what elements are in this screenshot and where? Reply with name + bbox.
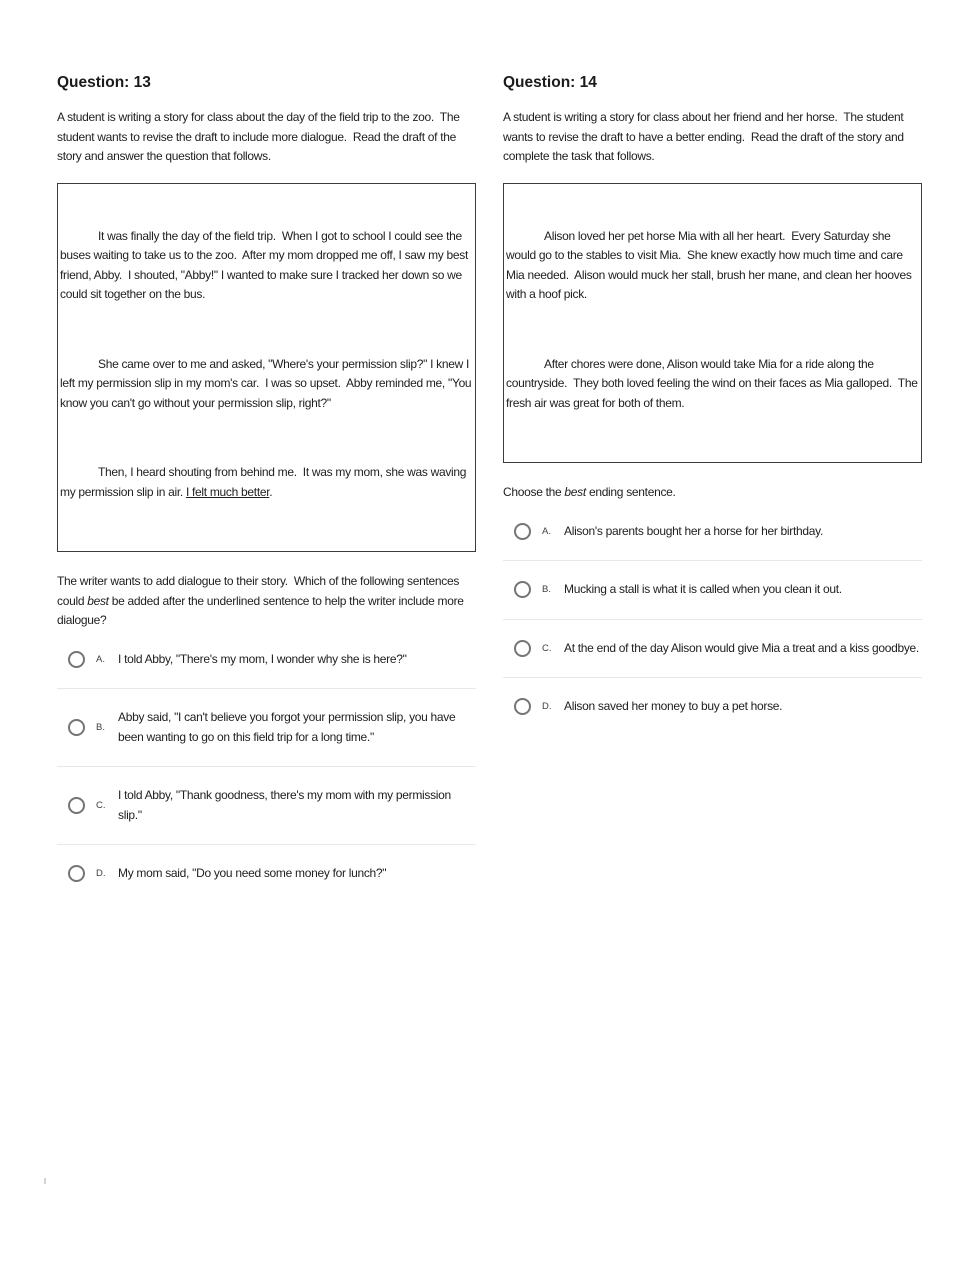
question-13-option-d[interactable] <box>57 845 476 903</box>
option-text: Alison's parents bought her a horse for her birthday. <box>564 523 823 538</box>
option-text: Alison saved her money to buy a pet horse. <box>564 699 783 713</box>
option-text: Mucking a stall is what it is called when you clean it out. <box>564 582 842 596</box>
question-13-prompt <box>57 572 476 631</box>
prompt-text: Choose the <box>503 485 565 499</box>
underlined-sentence: I felt much better <box>185 484 270 499</box>
question-13 <box>57 70 476 903</box>
option-letter: B. <box>542 584 551 596</box>
page-artifact <box>44 1178 46 1184</box>
option-letter: B. <box>96 722 105 733</box>
prompt-emphasis: best <box>564 485 586 499</box>
radio-button[interactable] <box>514 581 531 598</box>
question-14-intro: A student is writing a story for class about her friend and her horse. The student wants to revise the draft to have a better ending. Read the draft of the story and complete the task that follows. <box>503 110 907 163</box>
prompt-text: ending sentence. <box>585 485 676 499</box>
prompt-emphasis: best <box>87 593 109 608</box>
radio-button[interactable] <box>514 698 531 715</box>
question-13-title: Question: 13 <box>57 74 151 91</box>
passage-paragraph: After chores were done, Alison would take Mia for a ride along the countryside. They both loved feeling the wind on their faces as Mia galloped. The fresh air was great for both of them. <box>506 356 921 410</box>
passage-text: . <box>269 484 273 499</box>
question-14-option-d[interactable] <box>503 678 922 736</box>
option-text: I told Abby, "Thank goodness, there's my mom with my permission slip." <box>118 788 454 822</box>
option-letter: D. <box>542 701 552 713</box>
question-14-title: Question: 14 <box>503 74 597 91</box>
question-14-option-b[interactable] <box>503 561 922 619</box>
question-13-option-a[interactable] <box>57 631 476 689</box>
question-14-options <box>503 503 922 736</box>
radio-button[interactable] <box>68 797 85 814</box>
question-13-intro: A student is writing a story for class about the day of the field trip to the zoo. The student wants to revise the draft to include more dialogue. Read the draft of the story and answer the question that follows. <box>57 110 463 163</box>
question-14-prompt <box>503 483 922 503</box>
question-14-passage-box <box>503 183 922 464</box>
option-letter: A. <box>96 653 105 665</box>
question-14-option-a[interactable] <box>503 503 922 561</box>
radio-button[interactable] <box>514 640 531 657</box>
option-letter: C. <box>542 642 552 654</box>
radio-button[interactable] <box>68 719 85 736</box>
question-14 <box>503 70 922 736</box>
question-13-passage-box <box>57 183 476 553</box>
passage-paragraph: She came over to me and asked, "Where's your permission slip?" I knew I left my permission slip in my mom's car. I was so upset. Abby reminded me, "You know you can't go without your permission slip, right?" <box>60 356 475 410</box>
question-13-options <box>57 631 476 903</box>
option-letter: D. <box>96 868 106 880</box>
radio-button[interactable] <box>68 865 85 882</box>
option-text: At the end of the day Alison would give Mia a treat and a kiss goodbye. <box>564 640 919 655</box>
option-text: I told Abby, "There's my mom, I wonder why she is here?" <box>118 651 407 666</box>
passage-text: Then, I heard shouting from behind me. It was my mom, she was waving my permission slip in air. <box>60 465 470 499</box>
prompt-text: be added after the underlined sentence to help the writer include more dialogue? <box>57 593 467 627</box>
question-13-option-b[interactable] <box>57 689 476 766</box>
option-letter: C. <box>96 800 106 811</box>
prompt-text: The writer wants to add dialogue to their story. Which of the following sentences could <box>57 574 463 608</box>
passage-paragraph: Alison loved her pet horse Mia with all her heart. Every Saturday she would go to the stables to visit Mia. She knew exactly how much time and care Mia needed. Alison would muck her stall, brush her mane, and clean her hooves with a hoof pick. <box>506 228 915 301</box>
question-14-option-c[interactable] <box>503 620 922 678</box>
passage-paragraph <box>60 463 473 502</box>
option-text: Abby said, "I can't believe you forgot your permission slip, you have been wanting to go on this field trip for a long time." <box>118 710 459 744</box>
option-text: My mom said, "Do you need some money for lunch?" <box>118 866 387 880</box>
option-letter: A. <box>542 525 551 537</box>
passage-paragraph: It was finally the day of the field trip. When I got to school I could see the buses waiting to take us to the zoo. After my mom dropped me off, I saw my best friend, Abby. I shouted, "Abby!" I wanted to make sure I tracked her down so we could sit together on the bus. <box>60 228 472 301</box>
radio-button[interactable] <box>514 523 531 540</box>
radio-button[interactable] <box>68 651 85 668</box>
question-13-option-c[interactable] <box>57 767 476 844</box>
